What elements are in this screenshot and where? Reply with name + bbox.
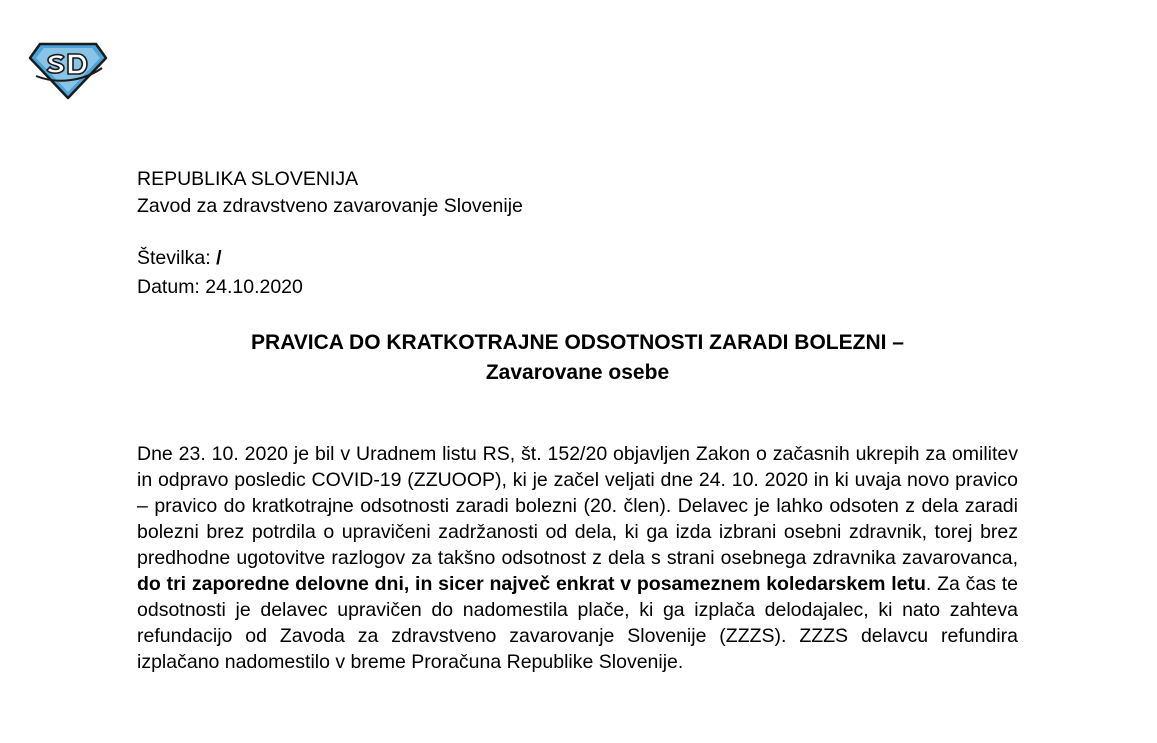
number-label: Številka: bbox=[137, 247, 211, 269]
org-line-republic: REPUBLIKA SLOVENIJA bbox=[137, 168, 359, 190]
document-date bbox=[137, 273, 303, 302]
number-value: / bbox=[216, 247, 222, 269]
zzzs-logo-icon bbox=[28, 38, 108, 100]
date-value: 24.10.2020 bbox=[205, 276, 303, 298]
organization-header bbox=[137, 166, 523, 220]
org-line-institute: Zavod za zdravstveno zavarovanje Slovenije bbox=[137, 195, 523, 217]
document-meta bbox=[137, 244, 303, 302]
title-line-2: Zavarovane osebe bbox=[485, 361, 670, 384]
body-text-part-1: Dne 23. 10. 2020 je bil v Uradnem listu RS, št. 152/20 objavljen Zakon o začasnih ukrepih za omilitev in odpravo posledic COVID-19 (ZZUOOP), ki je začel veljati dne 24. 10. 2020 in ki uvaja novo pravico – pravico do kratkotrajne odsotnosti zaradi bolezni (20. člen). Delavec je lahko odsoten z dela zaradi bolezni brez potrdila o upravičeni zadržanosti od dela, ki ga izda izbrani osebni zdravnik, torej brez predhodne ugotovitve razlogov za takšno odsotnost z dela s strani osebnega zdravnika zavarovanca, bbox=[137, 443, 1018, 569]
body-text-part-2: . Za čas te odsotnosti je delavec upravičen do nadomestila plače, ki ga izplača delodajalec, ki nato zahteva refundacijo od Zavoda za zdravstveno zavarovanje Slovenije (ZZZS). ZZZS delavcu refundira izplačano nadomestilo v breme Proračuna Republike Slovenije. bbox=[137, 573, 1018, 673]
title-line-1: PRAVICA DO KRATKOTRAJNE ODSOTNOSTI ZARADI BOLEZNI – bbox=[251, 331, 904, 354]
body-paragraph bbox=[137, 441, 1018, 675]
date-label: Datum: bbox=[137, 276, 200, 298]
body-text-emphasis: do tri zaporedne delovne dni, in sicer največ enkrat v posameznem koledarskem letu bbox=[137, 573, 926, 595]
document-number bbox=[137, 244, 303, 273]
document-title bbox=[137, 328, 1018, 388]
